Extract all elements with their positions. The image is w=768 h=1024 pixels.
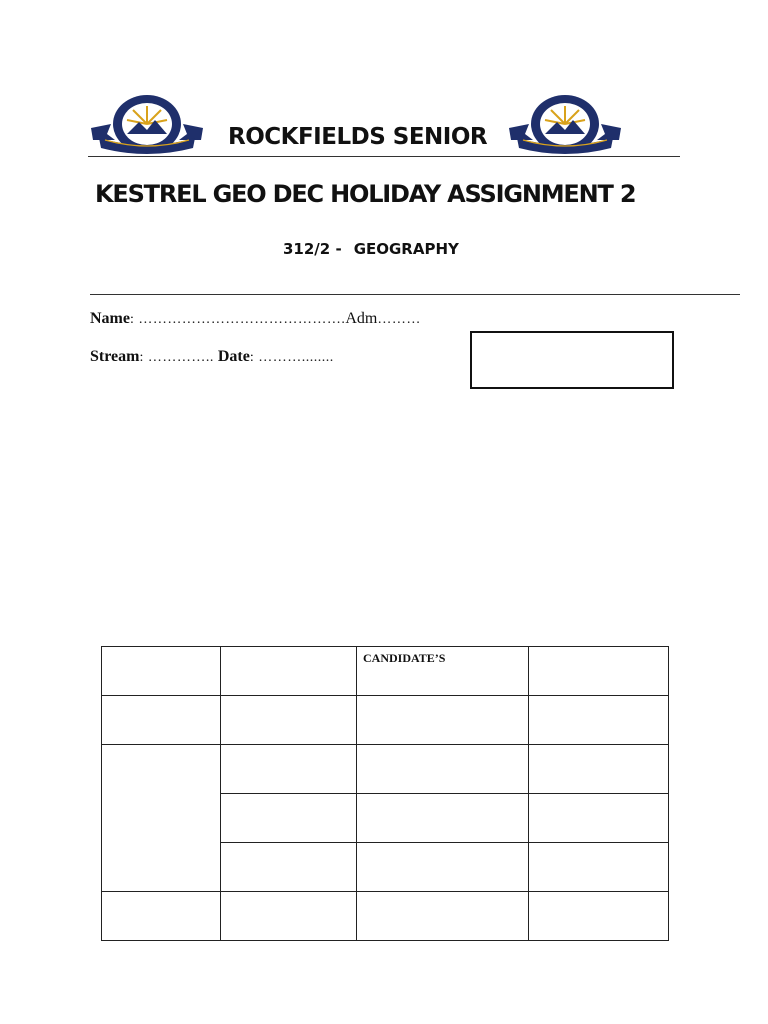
table-row xyxy=(102,745,669,794)
adm-field[interactable]: ……… xyxy=(377,312,421,327)
table-cell xyxy=(221,794,357,843)
table-cell[interactable] xyxy=(357,843,529,892)
table-cell xyxy=(529,745,669,794)
paper-subject: GEOGRAPHY xyxy=(353,240,459,258)
table-cell xyxy=(529,794,669,843)
school-logo-left xyxy=(89,94,205,156)
paper-code: 312/2 - xyxy=(283,240,342,258)
table-cell xyxy=(102,745,221,892)
table-cell[interactable] xyxy=(357,745,529,794)
table-row xyxy=(102,696,669,745)
table-row xyxy=(102,647,669,696)
table-cell xyxy=(221,745,357,794)
school-name: ROCKFIELDS SENIOR xyxy=(228,124,488,150)
name-label: Name xyxy=(90,310,130,327)
score-box[interactable] xyxy=(470,331,674,389)
marks-table xyxy=(101,646,669,941)
table-header-candidates: CANDIDATE’S xyxy=(357,647,529,696)
table-cell xyxy=(529,843,669,892)
adm-label: Adm xyxy=(345,310,378,327)
stream-field[interactable]: : ………….. xyxy=(139,350,214,365)
table-cell[interactable] xyxy=(357,794,529,843)
table-cell[interactable] xyxy=(357,892,529,941)
name-field[interactable]: : ……………………………………. xyxy=(129,312,346,327)
stream-date-line xyxy=(90,348,334,366)
name-adm-line xyxy=(90,310,421,328)
table-cell xyxy=(529,647,669,696)
table-cell xyxy=(529,696,669,745)
header-divider xyxy=(88,156,680,157)
table-cell xyxy=(102,892,221,941)
table-cell xyxy=(221,892,357,941)
school-logo-right xyxy=(507,94,623,156)
section-divider xyxy=(90,294,740,295)
table-cell xyxy=(221,647,357,696)
stream-label: Stream xyxy=(90,348,140,365)
table-cell[interactable] xyxy=(357,696,529,745)
date-field[interactable]: : ………........ xyxy=(249,350,334,365)
table-cell xyxy=(221,843,357,892)
date-label: Date xyxy=(217,348,250,365)
table-cell xyxy=(102,647,221,696)
assignment-title: KESTREL GEO DEC HOLIDAY ASSIGNMENT 2 xyxy=(95,180,636,208)
table-row xyxy=(102,892,669,941)
paper-heading xyxy=(283,240,523,258)
table-cell xyxy=(529,892,669,941)
table-cell xyxy=(221,696,357,745)
table-cell xyxy=(102,696,221,745)
